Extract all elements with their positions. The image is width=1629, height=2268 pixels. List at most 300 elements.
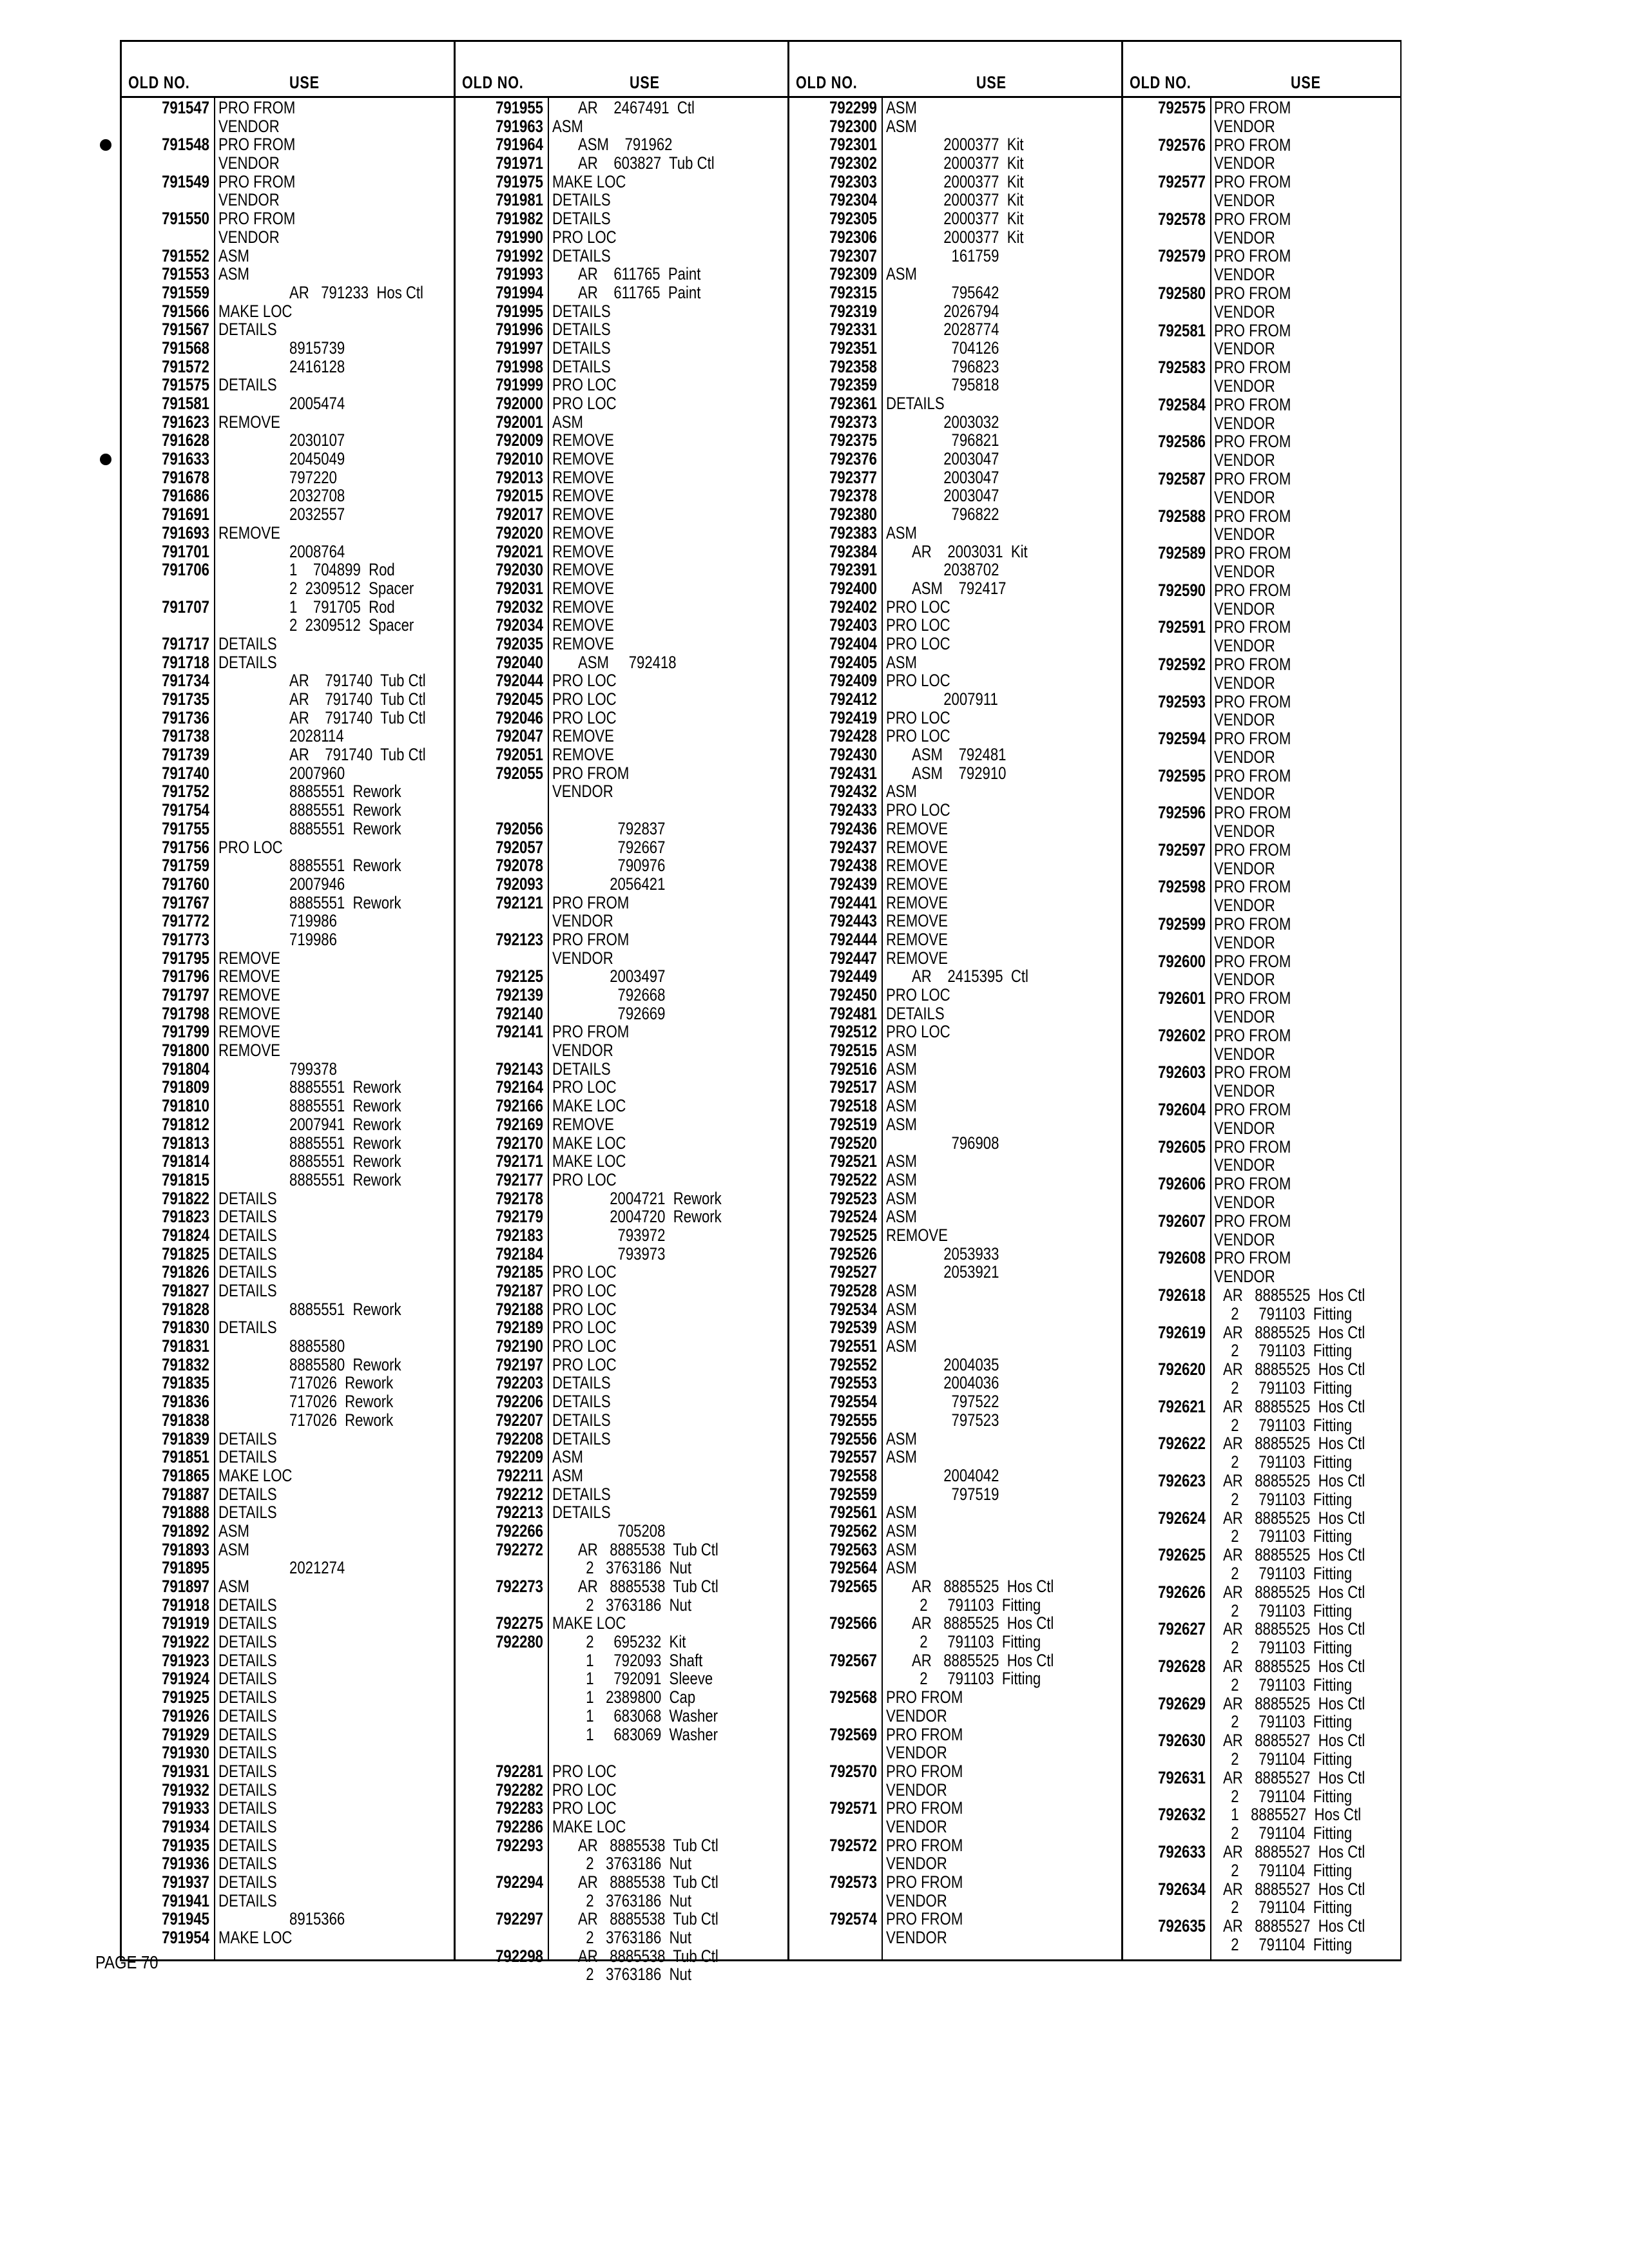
table-row	[122, 1762, 454, 1781]
old-number: 791767	[162, 892, 209, 912]
table-row	[456, 912, 787, 930]
old-number: 792046	[496, 707, 543, 727]
table-row	[789, 1725, 1121, 1744]
table-row	[122, 1060, 454, 1079]
old-number: 791572	[162, 356, 209, 376]
old-number: 791691	[162, 505, 209, 524]
use-text: REMOVE	[886, 1225, 948, 1245]
table-row	[122, 635, 454, 653]
use-detail: 2 3763186 Nut	[578, 1965, 692, 1984]
table-row	[789, 1041, 1121, 1060]
use-text: ASM	[886, 116, 917, 136]
table-row	[789, 1466, 1121, 1485]
use-text: MAKE LOC	[218, 301, 293, 321]
use-text: REMOVE	[552, 597, 614, 617]
use-text: VENDOR	[886, 1816, 947, 1836]
old-number: 792304	[829, 190, 877, 210]
table-row	[122, 1596, 454, 1615]
old-number: 791797	[162, 985, 209, 1004]
use-text: VENDOR	[1214, 1007, 1275, 1027]
old-number: 792450	[829, 985, 877, 1004]
table-row	[122, 1448, 454, 1466]
old-number: 791832	[162, 1354, 209, 1374]
use-detail: 2038702	[912, 560, 999, 580]
table-row	[1123, 322, 1400, 340]
use-text: PRO FROM	[1214, 1025, 1291, 1045]
use-text: ASM	[552, 1465, 583, 1485]
table-row	[1123, 507, 1400, 526]
use-detail: 2003047	[912, 486, 999, 506]
old-number: 791740	[162, 763, 209, 783]
table-row	[122, 1854, 454, 1873]
table-row	[122, 1522, 454, 1541]
table-row	[122, 1171, 454, 1189]
use-detail: 8885551 Rework	[289, 1299, 401, 1319]
old-number: 792525	[829, 1225, 877, 1245]
use-text: REMOVE	[552, 726, 614, 746]
table-row	[1123, 117, 1400, 136]
use-text: DETAILS	[552, 190, 611, 210]
old-number: 792409	[829, 671, 877, 691]
table-row	[456, 1411, 787, 1430]
old-number: 791995	[496, 301, 543, 321]
table-row	[122, 1097, 454, 1115]
use-text: REMOVE	[552, 560, 614, 580]
table-row	[789, 1651, 1121, 1670]
table-row	[1123, 229, 1400, 247]
use-detail: 1 683068 Washer	[578, 1706, 718, 1725]
old-number: 792305	[829, 209, 877, 229]
old-number: 792627	[1158, 1619, 1206, 1639]
table-row	[789, 875, 1121, 894]
old-number: 792596	[1158, 803, 1206, 823]
use-text: DETAILS	[552, 320, 611, 340]
table-row	[456, 1522, 787, 1541]
table-row	[122, 320, 454, 339]
table-row	[1123, 303, 1400, 322]
use-detail: 2 791103 Fitting	[1223, 1489, 1353, 1509]
old-number: 792211	[496, 1465, 543, 1485]
old-number: 791752	[162, 782, 209, 802]
use-text: REMOVE	[218, 1022, 280, 1042]
use-text: ASM	[886, 782, 917, 802]
table-row	[122, 1226, 454, 1245]
old-number: 791925	[162, 1687, 209, 1707]
old-number: 792574	[829, 1909, 877, 1929]
table-row	[456, 1707, 787, 1725]
use-text: ASM	[886, 1059, 917, 1079]
table-row	[122, 1023, 454, 1041]
table-row	[456, 894, 787, 912]
table-row	[1123, 340, 1400, 358]
table-row	[122, 302, 454, 321]
use-text: REMOVE	[886, 856, 948, 876]
old-number: 792391	[829, 560, 877, 580]
table-row	[789, 1873, 1121, 1892]
old-number: 792603	[1158, 1062, 1206, 1082]
table-row	[789, 1318, 1121, 1337]
old-number: 792632	[1158, 1805, 1206, 1825]
old-number: 792590	[1158, 580, 1206, 600]
use-text: DETAILS	[218, 1188, 277, 1208]
table-row	[122, 764, 454, 783]
old-number: 792123	[496, 929, 543, 949]
old-number: 791559	[162, 282, 209, 302]
use-detail: AR 611765 Paint	[578, 264, 701, 284]
use-text: ASM	[886, 1336, 917, 1356]
old-number: 791997	[496, 338, 543, 358]
table-row	[122, 228, 454, 247]
use-text: PRO FROM	[552, 929, 630, 949]
old-number: 792383	[829, 523, 877, 543]
use-detail: AR 8885525 Hos Ctl	[912, 1613, 1054, 1633]
table-row	[122, 1189, 454, 1208]
use-detail: 8915739	[289, 338, 345, 358]
use-detail: 2 791103 Fitting	[1223, 1563, 1353, 1583]
use-text: DETAILS	[218, 1780, 277, 1800]
table-row	[456, 967, 787, 986]
table-row	[456, 1614, 787, 1633]
old-number: 792351	[829, 338, 877, 358]
old-number: 792373	[829, 412, 877, 432]
use-text: MAKE LOC	[552, 1151, 626, 1171]
use-detail: AR 8885525 Hos Ctl	[1223, 1396, 1365, 1416]
table-row	[1123, 451, 1400, 470]
use-text: REMOVE	[218, 523, 280, 543]
old-number: 791628	[162, 430, 209, 450]
old-number: 792402	[829, 597, 877, 617]
use-text: REMOVE	[552, 486, 614, 506]
use-text: REMOVE	[218, 985, 280, 1004]
old-number: 791922	[162, 1632, 209, 1652]
old-number: 791760	[162, 874, 209, 894]
old-number: 791998	[496, 356, 543, 376]
table-row	[122, 1928, 454, 1947]
old-number: 792185	[496, 1262, 543, 1282]
table-row	[1123, 562, 1400, 581]
old-number: 792600	[1158, 951, 1206, 971]
old-number: 792057	[496, 837, 543, 857]
use-text: PRO LOC	[886, 597, 950, 617]
use-detail: 8885551 Rework	[289, 1169, 401, 1189]
old-number: 791955	[496, 98, 543, 117]
use-text: DETAILS	[552, 1484, 611, 1504]
use-text: PRO FROM	[886, 1835, 963, 1855]
use-text: VENDOR	[1214, 227, 1275, 247]
table-row	[1123, 1026, 1400, 1045]
table-row	[456, 1873, 787, 1892]
table-row	[789, 1559, 1121, 1577]
old-number: 791550	[162, 209, 209, 229]
old-number: 792635	[1158, 1916, 1206, 1936]
table-row	[789, 1762, 1121, 1781]
table-row	[1123, 878, 1400, 896]
table-row	[789, 543, 1121, 561]
use-text: VENDOR	[1214, 153, 1275, 173]
use-text: DETAILS	[552, 1373, 611, 1393]
use-detail: 790976	[578, 856, 666, 876]
old-number: 792580	[1158, 283, 1206, 303]
table-row	[1123, 1843, 1400, 1861]
old-number: 792212	[496, 1484, 543, 1504]
table-row	[789, 1910, 1121, 1928]
use-detail: 2003047	[912, 449, 999, 469]
table-row	[789, 653, 1121, 672]
table-row	[456, 1910, 787, 1928]
use-text: DETAILS	[552, 301, 611, 321]
table-row	[122, 524, 454, 543]
old-number: 792512	[829, 1022, 877, 1042]
table-row	[456, 1892, 787, 1910]
use-text: REMOVE	[886, 837, 948, 857]
use-text: DETAILS	[552, 1503, 611, 1523]
table-row	[122, 1318, 454, 1337]
table-row	[1123, 432, 1400, 451]
table-row	[789, 1854, 1121, 1873]
old-number: 792359	[829, 375, 877, 395]
table-column-2	[456, 42, 789, 1984]
old-number: 791964	[496, 135, 543, 155]
table-row	[1123, 618, 1400, 637]
use-text: REMOVE	[552, 578, 614, 598]
use-text: REMOVE	[886, 948, 948, 968]
old-number: 792197	[496, 1354, 543, 1374]
table-row	[1123, 1546, 1400, 1564]
table-row	[1123, 1880, 1400, 1899]
table-row	[122, 727, 454, 745]
table-row	[122, 358, 454, 376]
table-row	[122, 154, 454, 173]
table-row	[1123, 1713, 1400, 1731]
use-detail: ASM 791962	[578, 135, 673, 155]
use-detail: 2000377 Kit	[912, 171, 1024, 191]
use-detail: 8885580	[289, 1336, 345, 1356]
use-text: VENDOR	[1214, 376, 1275, 396]
old-number: 791895	[162, 1558, 209, 1578]
table-row	[456, 284, 787, 302]
use-detail: 2021274	[289, 1558, 345, 1578]
use-text: VENDOR	[1214, 896, 1275, 916]
table-row	[789, 1522, 1121, 1541]
use-detail: 1 792093 Shaft	[578, 1650, 703, 1670]
table-row	[456, 1023, 787, 1041]
old-number: 792628	[1158, 1656, 1206, 1676]
old-number: 791739	[162, 745, 209, 765]
use-detail: AR 8885525 Hos Ctl	[1223, 1285, 1365, 1305]
old-number: 792213	[496, 1503, 543, 1523]
use-detail: 1 791705 Rod	[289, 597, 395, 617]
table-row	[122, 1725, 454, 1744]
use-text: ASM	[886, 1558, 917, 1578]
table-row	[1123, 544, 1400, 562]
old-number: 792572	[829, 1835, 877, 1855]
use-text: VENDOR	[552, 948, 613, 968]
use-text: PRO FROM	[1214, 283, 1291, 303]
table-row	[456, 524, 787, 543]
table-row	[456, 1669, 787, 1688]
table-row	[122, 671, 454, 690]
use-text: PRO FROM	[218, 135, 296, 155]
old-number: 792307	[829, 245, 877, 265]
table-row	[1123, 600, 1400, 619]
use-text: ASM	[886, 523, 917, 543]
use-detail: 2007960	[289, 763, 345, 783]
old-number: 792534	[829, 1299, 877, 1319]
use-detail: 2 791103 Fitting	[1223, 1600, 1353, 1620]
table-row	[1123, 1286, 1400, 1305]
table-row	[456, 413, 787, 432]
use-text: PRO FROM	[218, 98, 296, 117]
old-number: 792634	[1158, 1879, 1206, 1899]
old-number: 792558	[829, 1465, 877, 1485]
old-number: 791954	[162, 1928, 209, 1948]
use-text: PRO FROM	[552, 1022, 630, 1042]
table-row	[789, 1078, 1121, 1097]
old-number: 792605	[1158, 1137, 1206, 1157]
table-row	[1123, 1416, 1400, 1435]
use-text: PRO LOC	[886, 800, 950, 820]
use-detail: 2004042	[912, 1465, 999, 1485]
table-row	[122, 1115, 454, 1134]
use-text: DETAILS	[552, 1428, 611, 1448]
table-row	[789, 413, 1121, 432]
use-text: VENDOR	[886, 1780, 947, 1800]
table-row	[1123, 1175, 1400, 1193]
table-row	[122, 579, 454, 598]
use-detail: 2 791104 Fitting	[1223, 1934, 1353, 1954]
table-row	[456, 930, 787, 949]
table-row	[456, 801, 787, 820]
old-number: 791941	[162, 1890, 209, 1910]
use-detail: 2003497	[578, 966, 666, 986]
table-row	[789, 1337, 1121, 1356]
use-text: REMOVE	[886, 929, 948, 949]
table-row	[789, 247, 1121, 265]
old-number: 792282	[496, 1780, 543, 1800]
use-detail: AR 8885525 Hos Ctl	[1223, 1619, 1365, 1639]
use-text: DETAILS	[218, 320, 277, 340]
old-number: 792519	[829, 1114, 877, 1134]
table-row	[1123, 1898, 1400, 1917]
table-row	[789, 209, 1121, 228]
old-number: 792624	[1158, 1508, 1206, 1528]
use-text: REMOVE	[552, 633, 614, 653]
table-row	[1123, 1564, 1400, 1583]
table-row	[1123, 265, 1400, 284]
use-detail: 1 2389800 Cap	[578, 1687, 696, 1707]
old-number: 792208	[496, 1428, 543, 1448]
use-text: VENDOR	[1214, 822, 1275, 841]
old-number: 791929	[162, 1724, 209, 1744]
old-number: 792030	[496, 560, 543, 580]
table-row	[122, 1282, 454, 1300]
use-text: DETAILS	[886, 394, 945, 413]
use-text: REMOVE	[552, 505, 614, 524]
use-detail: 719986	[289, 929, 337, 949]
table-row	[1123, 1156, 1400, 1175]
use-detail: 2 791103 Fitting	[1223, 1452, 1353, 1472]
table-row	[1123, 841, 1400, 860]
use-detail: 2053933	[912, 1244, 999, 1264]
old-number: 792376	[829, 449, 877, 469]
old-number: 791810	[162, 1096, 209, 1116]
use-text: REMOVE	[218, 1003, 280, 1023]
use-text: ASM	[218, 1577, 249, 1596]
table-row	[456, 1041, 787, 1060]
old-number: 792412	[829, 689, 877, 709]
old-number: 791897	[162, 1577, 209, 1596]
old-number: 791931	[162, 1761, 209, 1781]
table-row	[456, 635, 787, 653]
use-detail: ASM 792481	[912, 745, 1007, 765]
use-text: DETAILS	[886, 1003, 945, 1023]
table-row	[456, 1245, 787, 1264]
table-row	[1123, 1769, 1400, 1787]
old-number: 792051	[496, 745, 543, 765]
table-row	[1123, 1045, 1400, 1064]
table-row	[1123, 1008, 1400, 1026]
use-detail: 2007911	[912, 689, 998, 709]
use-detail: 795642	[912, 282, 999, 302]
old-number: 792015	[496, 486, 543, 506]
use-detail: 2 791103 Fitting	[1223, 1712, 1353, 1732]
table-row	[1123, 1100, 1400, 1119]
old-number: 792520	[829, 1133, 877, 1153]
use-detail: 793973	[578, 1244, 666, 1264]
table-row	[456, 247, 787, 265]
column-header	[789, 42, 1121, 96]
table-row	[122, 1744, 454, 1762]
use-detail: 795818	[912, 375, 999, 395]
use-detail: 2007941 Rework	[289, 1114, 401, 1134]
use-detail: 2416128	[289, 356, 345, 376]
table-row	[456, 265, 787, 284]
old-number: 791838	[162, 1410, 209, 1430]
table-row	[456, 653, 787, 672]
use-detail: 792669	[578, 1003, 666, 1023]
use-text: PRO LOC	[552, 227, 617, 247]
table-row	[1123, 1695, 1400, 1713]
old-number: 791567	[162, 320, 209, 340]
old-number: 792179	[496, 1207, 543, 1227]
table-row	[456, 450, 787, 468]
table-row	[456, 1097, 787, 1115]
old-number: 792403	[829, 615, 877, 635]
old-number: 791919	[162, 1613, 209, 1633]
use-text: DETAILS	[552, 1410, 611, 1430]
use-detail: AR 8885525 Hos Ctl	[1223, 1470, 1365, 1490]
use-text: DETAILS	[218, 1816, 277, 1836]
table-row	[122, 616, 454, 635]
table-row	[456, 1541, 787, 1559]
use-detail: AR 8885538 Tub Ctl	[578, 1577, 718, 1596]
table-row	[122, 1633, 454, 1651]
old-number: 792561	[829, 1503, 877, 1523]
use-detail: ASM 792910	[912, 763, 1007, 783]
table-row	[789, 1669, 1121, 1688]
old-number: 792515	[829, 1041, 877, 1061]
old-number: 791825	[162, 1244, 209, 1264]
old-number: 792523	[829, 1188, 877, 1208]
table-row	[456, 1818, 787, 1836]
old-number: 792140	[496, 1003, 543, 1023]
old-number: 792300	[829, 116, 877, 136]
use-text: ASM	[886, 1169, 917, 1189]
use-text: PRO FROM	[886, 1798, 963, 1818]
table-row	[1123, 970, 1400, 989]
use-detail: 2032708	[289, 486, 345, 506]
old-number: 792170	[496, 1133, 543, 1153]
